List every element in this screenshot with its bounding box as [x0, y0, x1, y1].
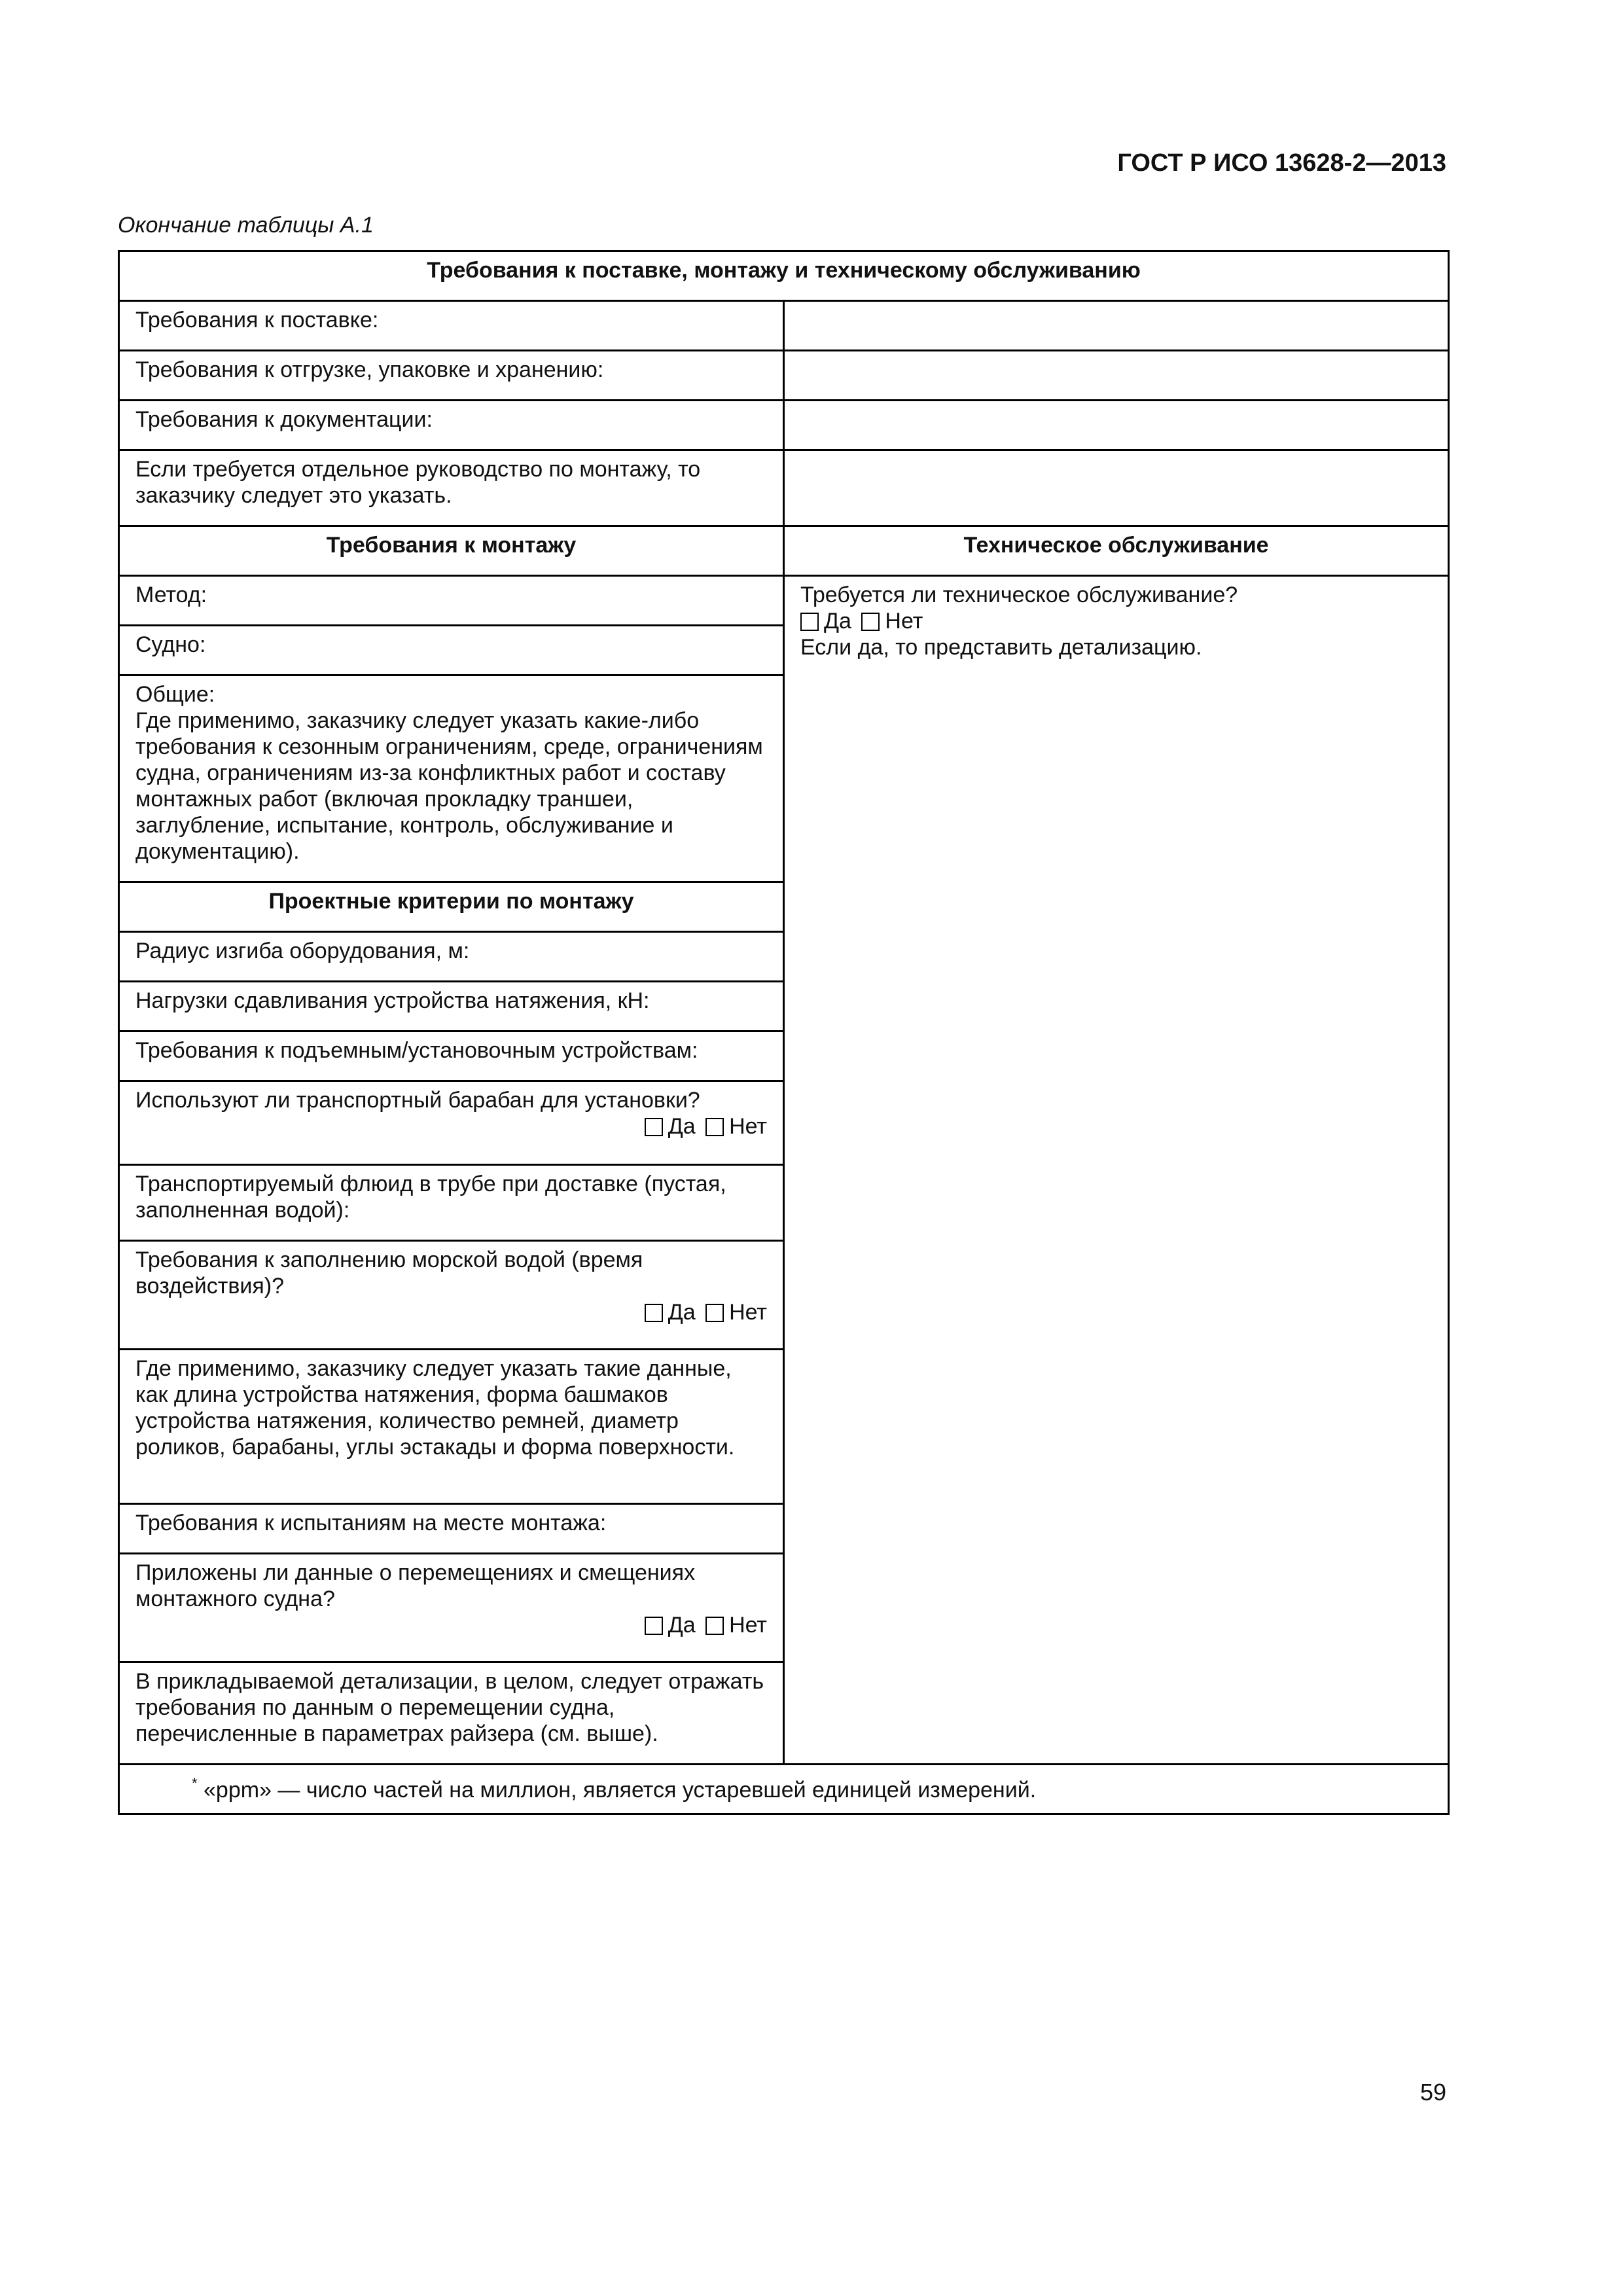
seawater-no-checkbox[interactable] [705, 1304, 724, 1322]
seawater-yes-label: Да [668, 1300, 696, 1325]
requirements-table [118, 250, 1450, 1815]
bend-radius-field: Радиус изгиба оборудования, м: [119, 932, 784, 982]
detailing-note: В прикладываемой детализации, в целом, следует отражать требования по данным о перемещении судна, перечисленные в параметрах райзера (см. выше). [119, 1662, 784, 1765]
vessel-motion-yes-label: Да [668, 1613, 696, 1638]
shipping-requirements-value[interactable] [784, 351, 1449, 401]
maintenance-question: Требуется ли техническое обслуживание? [800, 583, 1238, 607]
shipping-requirements: Требования к отгрузке, упаковке и хранению: [119, 351, 784, 401]
table-caption: Окончание таблицы А.1 [118, 213, 374, 238]
seawater-question-cell [119, 1241, 784, 1350]
seawater-question: Требования к заполнению морской водой (время воздействия)? [135, 1247, 643, 1299]
installation-manual-note: Если требуется отдельное руководство по монтажу, то заказчику следует это указать. [119, 450, 784, 526]
fluid-transport-field: Транспортируемый флюид в трубе при доставке (пустая, заполненная водой): [119, 1165, 784, 1241]
vessel-motion-yes-checkbox[interactable] [645, 1617, 663, 1635]
documentation-requirements: Требования к документации: [119, 401, 784, 450]
maintenance-options [800, 608, 1432, 634]
page-number: 59 [1419, 2079, 1446, 2106]
vessel-motion-no-checkbox[interactable] [705, 1617, 724, 1635]
vessel-motion-question: Приложены ли данные о перемещениях и смещениях монтажного судна? [135, 1560, 696, 1611]
general-text: Где применимо, заказчику следует указать какие-либо требования к сезонным ограничениям, среде, ограничениям судна, ограничениям из-за конфликтных работ и составу монтажных работ (включая прокладку траншеи, заглубление, испытание, контроль, обслуживание и документацию). [135, 708, 763, 864]
general-requirements [119, 675, 784, 882]
vessel-motion-cell [119, 1554, 784, 1662]
seawater-options [135, 1299, 767, 1325]
drum-options [135, 1113, 767, 1139]
installation-manual-value[interactable] [784, 450, 1449, 526]
drum-yes-label: Да [668, 1114, 696, 1139]
vessel-motion-options [135, 1612, 767, 1638]
general-title: Общие: [135, 682, 215, 707]
documentation-requirements-value[interactable] [784, 401, 1449, 450]
method-field: Метод: [119, 576, 784, 626]
footnote-text: «ppm» — число частей на миллион, является устаревшей единицей измерений. [204, 1778, 1037, 1803]
tensioner-load-field: Нагрузки сдавливания устройства натяжения, кН: [119, 982, 784, 1031]
maintenance-yes-checkbox[interactable] [800, 613, 819, 631]
footnote [119, 1765, 1449, 1814]
drum-yes-checkbox[interactable] [645, 1118, 663, 1136]
installation-header: Требования к монтажу [119, 526, 784, 576]
maintenance-header: Техническое обслуживание [784, 526, 1449, 576]
site-tests-field: Требования к испытаниям на месте монтажа: [119, 1504, 784, 1554]
maintenance-yes-label: Да [824, 609, 851, 634]
seawater-no-label: Нет [729, 1300, 767, 1325]
footnote-mark: * [192, 1775, 198, 1791]
supply-requirements: Требования к поставке: [119, 301, 784, 351]
seawater-yes-checkbox[interactable] [645, 1304, 663, 1322]
maintenance-no-checkbox[interactable] [861, 613, 880, 631]
drum-no-checkbox[interactable] [705, 1118, 724, 1136]
lifting-requirements-field: Требования к подъемным/установочным устройствам: [119, 1031, 784, 1081]
vessel-field: Судно: [119, 626, 784, 675]
supply-requirements-value[interactable] [784, 301, 1449, 351]
maintenance-cell [784, 576, 1449, 1765]
maintenance-note: Если да, то представить детализацию. [800, 635, 1202, 660]
drum-question: Используют ли транспортный барабан для установки? [135, 1088, 700, 1113]
drum-question-cell [119, 1081, 784, 1165]
vessel-motion-no-label: Нет [729, 1613, 767, 1638]
section-title: Требования к поставке, монтажу и техническому обслуживанию [119, 251, 1449, 301]
design-criteria-header: Проектные критерии по монтажу [119, 882, 784, 932]
tensioner-data-note: Где применимо, заказчику следует указать такие данные, как длина устройства натяжения, форма башмаков устройства натяжения, количество ремней, диаметр роликов, барабаны, углы эстакады и форма поверхности. [119, 1350, 784, 1504]
drum-no-label: Нет [729, 1114, 767, 1139]
maintenance-no-label: Нет [885, 609, 923, 634]
standard-code: ГОСТ Р ИСО 13628-2—2013 [1117, 149, 1446, 177]
